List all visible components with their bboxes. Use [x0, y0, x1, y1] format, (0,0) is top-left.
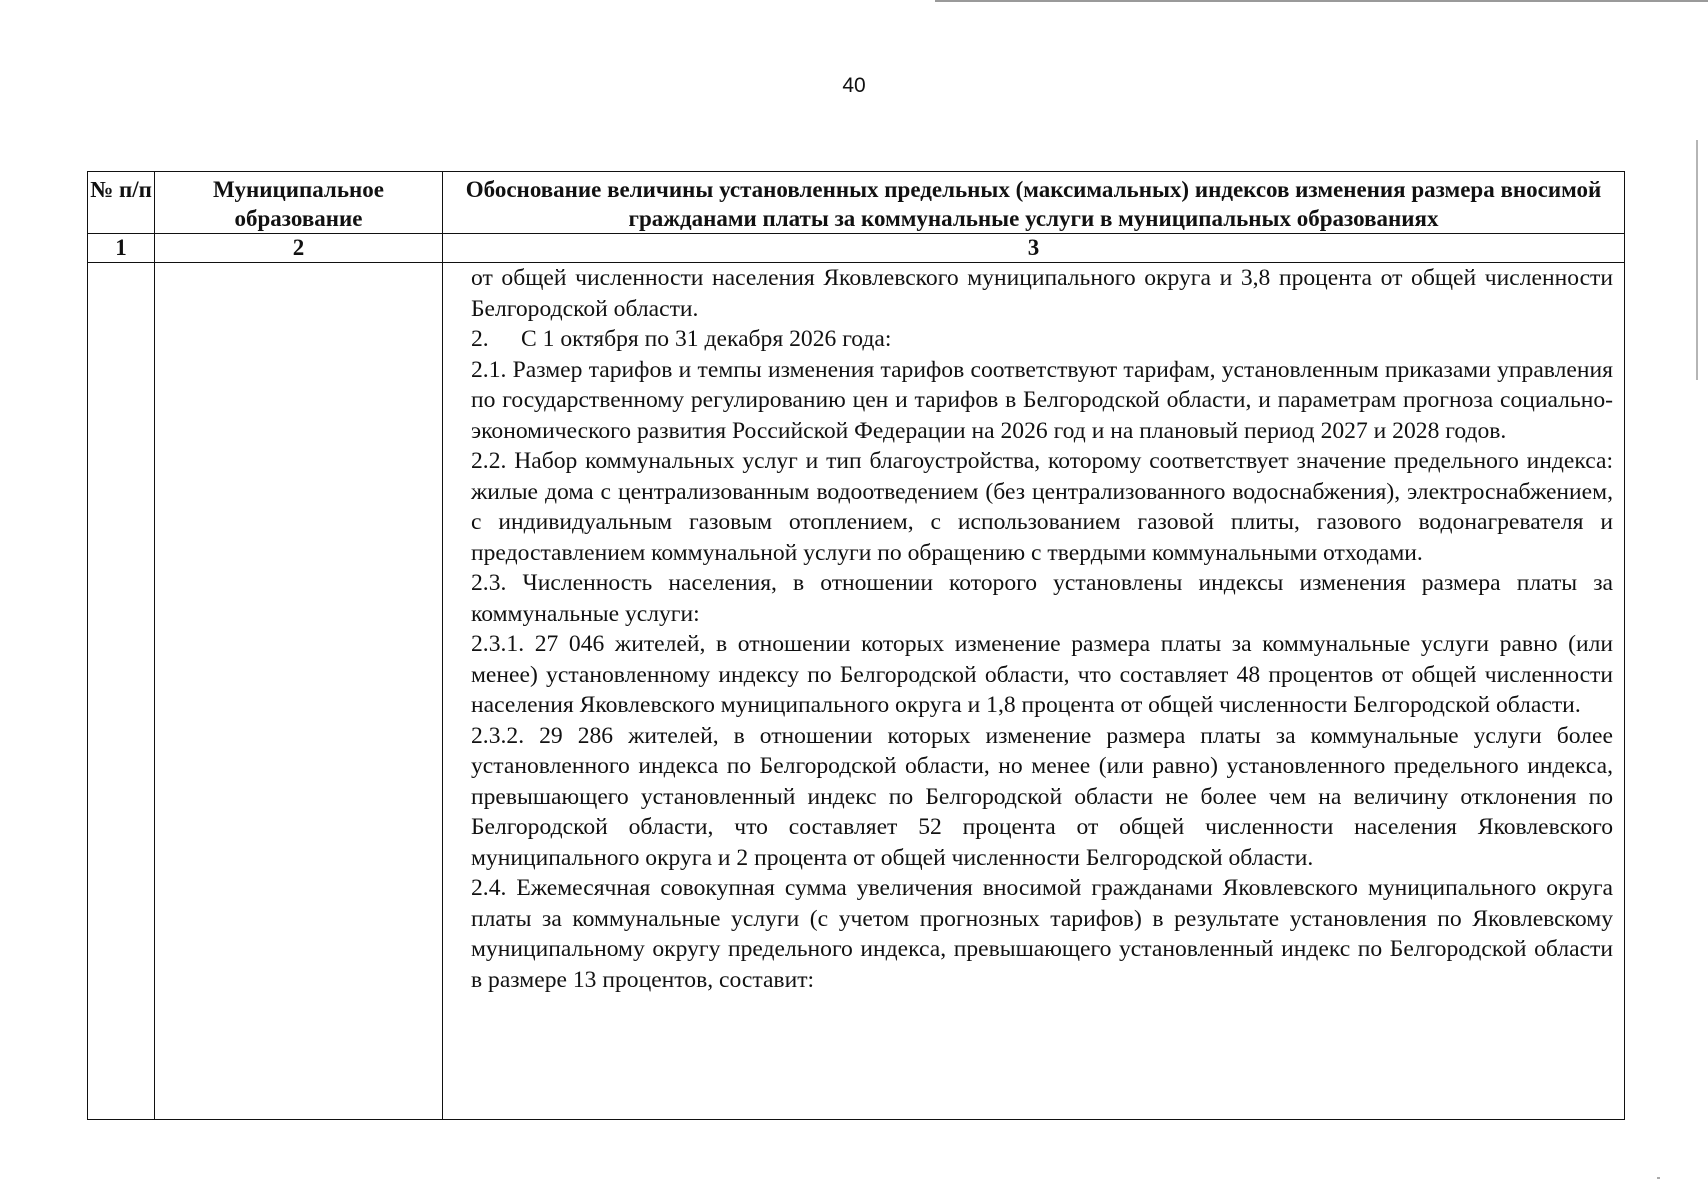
header-number: № п/п: [88, 172, 155, 234]
header-municipality: Муниципальное образование: [155, 172, 443, 234]
scan-edge-right: [1696, 140, 1698, 380]
scan-speck: [1657, 1177, 1660, 1179]
header-row: [88, 172, 1625, 234]
paragraph-continuation: от общей численности населения Яковлевского муниципального округа и 3,8 процента от общей численности Белгородской области.: [471, 265, 1613, 322]
column-number-row: [88, 234, 1625, 263]
column-number-1: 1: [88, 234, 155, 263]
paragraph-item-2-3-2: 2.3.2. 29 286 жителей, в отношении которых изменение размера платы за коммунальные услуги более установленного индекса по Белгородской области, но менее (или равно) установленного предельного индекса, превышающего установленный индекс по Белгородской области не более чем на величину отклонения по Белгородской области, что составляет 52 процента от общей численности населения Яковлевского муниципального округа и 2 процента от общей численности Белгородской области.: [471, 722, 1613, 871]
paragraph-item-2-4: 2.4. Ежемесячная совокупная сумма увеличения вносимой гражданами Яковлевского муниципального округа платы за коммунальные услуги (с учетом прогнозных тарифов) в результате установления по Яковлевскому муниципальному округу предельного индекса, превышающего установленный индекс по Белгородской области в размере 13 процентов, составит:: [471, 875, 1613, 993]
page-number: 40: [842, 74, 866, 97]
paragraph-item-2: [471, 324, 1613, 355]
row-number-cell: [88, 263, 155, 1120]
paragraph-item-2-3-1: 2.3.1. 27 046 жителей, в отношении которых изменение размера платы за коммунальные услуги равно (или менее) установленному индексу по Белгородской области, что составляет 48 процентов от общей численности населения Яковлевского муниципального округа и 1,8 процента от общей численности Белгородской области.: [471, 631, 1613, 718]
paragraph-item-2-1: 2.1. Размер тарифов и темпы изменения тарифов соответствуют тарифам, установленным приказами управления по государственному регулированию цен и тарифов в Белгородской области, и параметрам прогноза социально-экономического развития Российской Федерации на 2026 год и на плановый период 2027 и 2028 годов.: [471, 356, 1613, 444]
row-justification-cell: [443, 263, 1625, 1120]
paragraph-item-2-3: 2.3. Численность населения, в отношении которого установлены индексы изменения размера платы за коммунальные услуги:: [471, 570, 1613, 627]
item-2-text: С 1 октября по 31 декабря 2026 года:: [521, 326, 892, 352]
column-number-3: 3: [443, 234, 1625, 263]
paragraph-item-2-2: 2.2. Набор коммунальных услуг и тип благоустройства, которому соответствует значение предельного индекса: жилые дома с централизованным водоотведением (без централизованного водоснабжения), электроснабжением, с индивидуальным газовым отоплением, с использованием газовой плиты, газового водонагревателя и предоставлением коммунальной услуги по обращению с твердыми коммунальными отходами.: [471, 448, 1613, 566]
scan-edge-top: [935, 0, 1708, 2]
header-justification: Обоснование величины установленных предельных (максимальных) индексов изменения размера вносимой гражданами платы за коммунальные услуги в муниципальных образованиях: [443, 172, 1625, 234]
item-2-number: 2.: [471, 326, 489, 352]
row-municipality-cell: [155, 263, 443, 1120]
table-row: [88, 263, 1625, 1120]
justification-table: [87, 171, 1625, 1120]
column-number-2: 2: [155, 234, 443, 263]
